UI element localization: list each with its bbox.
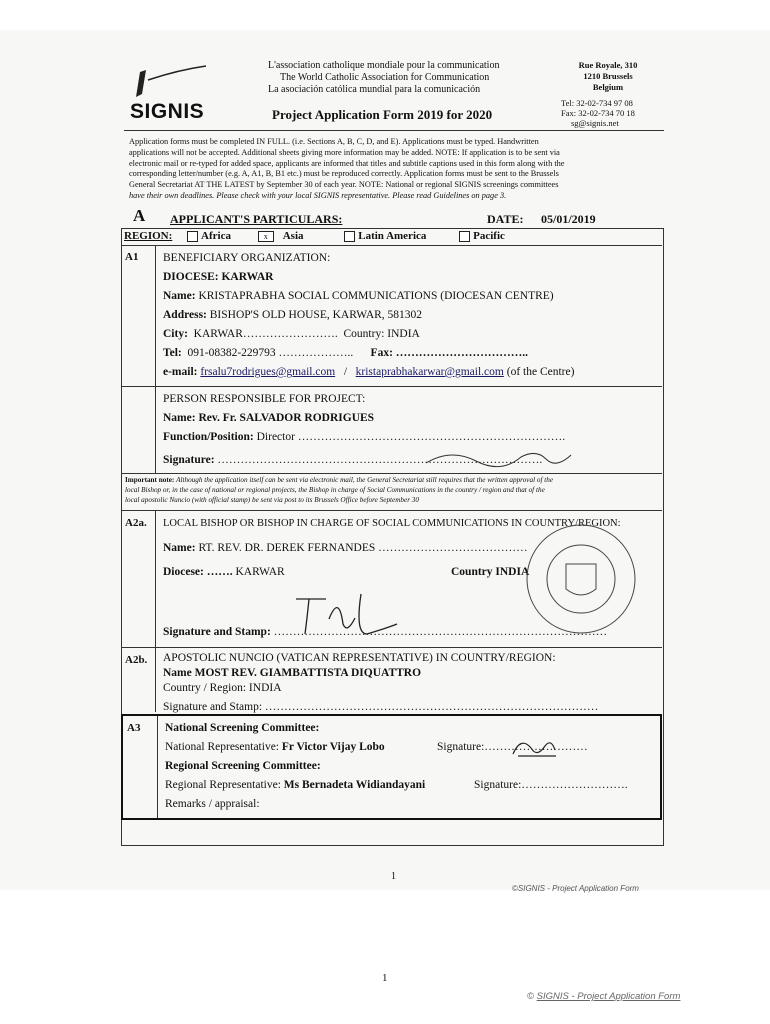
signature-line: ………………………………………………………………………….: [217, 454, 543, 466]
region-row: [124, 229, 654, 243]
email-link-1[interactable]: frsalu7rodrigues@gmail.com: [200, 366, 336, 378]
remarks-label: Remarks / appraisal:: [165, 798, 260, 810]
intro-line: applications will not be accepted. Additional sheets giving more information may be added. NOTE: If application is to be sent via: [129, 147, 560, 157]
signature-scribble-icon: [421, 443, 581, 473]
logo-text: SIGNIS: [130, 100, 205, 123]
section-a2b: [121, 647, 662, 712]
section-a3: [121, 714, 662, 820]
person-name: Rev. Fr. SALVADOR RODRIGUES: [198, 412, 375, 424]
intro-line: General Secretariat AT THE LATEST by September 30 of each year. NOTE: National or regional SIGNIS screenings committees: [129, 180, 559, 190]
address-block: [568, 60, 648, 93]
fax-value: ……………………………..: [395, 347, 529, 359]
a2a-heading: LOCAL BISHOP OR BISHOP IN CHARGE OF SOCIAL COMMUNICATIONS IN COUNTRY/REGION:: [163, 518, 621, 529]
address-line: Belgium: [592, 82, 624, 92]
national-signature-line: Signature:………………………: [437, 741, 588, 753]
intro-line: corresponding letter/number (e.g. A, A1, B, B1 etc.) must be reproduced correctly. Application forms must be sent to the Brussels: [129, 169, 559, 179]
field-label: Address:: [163, 309, 207, 321]
address-line: 1210 Brussels: [583, 71, 633, 81]
column-divider: [155, 511, 156, 647]
date-value: 05/01/2019: [541, 212, 596, 226]
a1-heading: BENEFICIARY ORGANIZATION:: [163, 252, 331, 264]
country-value: INDIA: [387, 328, 420, 340]
bishop-name: RT. REV. DR. DEREK FERNANDES …………………………………: [198, 542, 528, 554]
regional-rep: Ms Bernadeta Widiandayani: [283, 779, 426, 791]
section-a1: [121, 245, 662, 386]
header-divider: [124, 130, 664, 131]
diocese-value: KARWAR: [221, 271, 274, 283]
column-divider: [157, 716, 158, 818]
page-copyright: [527, 991, 680, 1002]
tel: Tel: 32-02-734 97 08: [561, 98, 633, 108]
field-label: e-mail:: [163, 366, 198, 378]
nuncio-name: MOST REV. GIAMBATTISTA DIQUATTRO: [194, 667, 422, 679]
column-divider: [155, 387, 156, 473]
separator: /: [343, 366, 348, 378]
signature-scribble-icon: [508, 732, 568, 762]
signis-logo-icon: [128, 62, 218, 102]
date-label: DATE:: [487, 212, 524, 226]
region-option-label: Pacific: [473, 230, 505, 242]
email-link-2[interactable]: kristaprabhakarwar@gmail.com: [355, 366, 504, 378]
field-label: City:: [163, 328, 188, 340]
region-asia[interactable]: [258, 230, 304, 242]
tel-value: 091-08382-229793 ………………..: [187, 347, 354, 359]
section-code: A2a.: [125, 517, 147, 529]
important-note: [121, 473, 662, 510]
field-label: Name: [163, 667, 192, 679]
scan-copyright: ©SIGNIS - Project Application Form: [512, 884, 639, 893]
region-option-label: Asia: [282, 230, 304, 242]
national-rep: Fr Victor Vijay Lobo: [281, 741, 385, 753]
field-label: Regional Representative:: [165, 779, 281, 791]
column-divider: [155, 246, 156, 386]
intro-line: have their own deadlines. Please check with your local SIGNIS representative. Please read Guidelines on page 3.: [129, 190, 507, 200]
a2b-heading: APOSTOLIC NUNCIO (VATICAN REPRESENTATIVE) IN COUNTRY/REGION:: [163, 652, 556, 664]
address-line: Rue Royale, 310: [578, 60, 638, 70]
checkbox-asia[interactable]: [258, 231, 274, 242]
field-label: DIOCESE:: [163, 271, 219, 283]
section-title: APPLICANT'S PARTICULARS:: [170, 212, 343, 226]
regional-heading: Regional Screening Committee:: [165, 760, 321, 772]
note-line: local apostolic Nuncio (with official stamp) be sent via post to its Brussels Office before September 30: [125, 496, 419, 504]
assoc-fr: L'association catholique mondiale pour la communication: [268, 60, 500, 71]
intro-line: electronic mail or re-typed for added space, applicants are informed that titles and subtitle captions used in this form along with the: [129, 158, 565, 168]
country-region: Country / Region: INDIA: [163, 682, 282, 694]
region-option-label: Africa: [201, 230, 231, 242]
column-divider: [155, 648, 156, 712]
copyright-text: SIGNIS - Project Application Form: [536, 991, 681, 1002]
section-code: A3: [127, 722, 141, 734]
region-africa[interactable]: [187, 230, 231, 242]
checkbox-latin-america[interactable]: [344, 231, 355, 242]
section-letter: A: [133, 206, 146, 225]
field-label: Tel:: [163, 347, 182, 359]
form-title: Project Application Form 2019 for 2020: [272, 107, 493, 122]
regional-signature-line: Signature:……………………….: [474, 779, 628, 791]
email: sg@signis.net: [571, 118, 619, 128]
address-value: BISHOP'S OLD HOUSE, KARWAR, 581302: [209, 309, 423, 321]
region-pacific[interactable]: [459, 230, 505, 242]
field-label: Name:: [163, 542, 196, 554]
intro-paragraph: [129, 137, 669, 202]
signis-logo: [128, 62, 228, 122]
field-label: National Representative:: [165, 741, 280, 753]
field-label: Diocese: …….: [163, 566, 233, 578]
field-label: Name:: [163, 290, 196, 302]
region-option-label: Latin America: [358, 230, 427, 242]
field-label: Function/Position:: [163, 431, 254, 443]
field-label: Signature:: [163, 454, 215, 466]
official-stamp-icon: [521, 519, 641, 639]
field-label: Signature and Stamp:: [163, 626, 271, 638]
signature-scribble-icon: [291, 589, 421, 639]
fax: Fax: 32-02-734 70 18: [561, 108, 635, 118]
checkbox-mark: x: [263, 231, 268, 241]
checkbox-pacific[interactable]: [459, 231, 470, 242]
diocese-value: KARWAR: [235, 566, 285, 578]
signature-line: ……………………………………………………………………………: [273, 626, 608, 638]
function-value: Director …………………………………………………………….: [256, 431, 566, 443]
city-value: KARWAR…………………….: [193, 328, 338, 340]
person-heading: PERSON RESPONSIBLE FOR PROJECT:: [163, 393, 366, 405]
field-label: Name:: [163, 412, 196, 424]
country-value: Country INDIA: [451, 566, 530, 578]
region-latin-america[interactable]: [344, 230, 426, 242]
section-a2a: [121, 510, 662, 647]
field-label: Fax:: [370, 347, 393, 359]
national-heading: National Screening Committee:: [165, 722, 320, 734]
a1-fields: [163, 249, 574, 382]
note-line: local Bishop or, in the case of national or regional projects, the Bishop in charge of Social Communications in the country / region and that of the: [125, 486, 545, 494]
field-label: Country:: [343, 328, 385, 340]
page-number: 1: [382, 972, 388, 984]
assoc-en: The World Catholic Association for Communication: [280, 72, 490, 83]
scan-page-number: 1: [391, 871, 396, 882]
contact-block: [561, 98, 635, 128]
checkbox-africa[interactable]: [187, 231, 198, 242]
section-code: A1: [125, 251, 139, 263]
email-suffix: (of the Centre): [506, 366, 575, 378]
copyright-symbol: ©: [527, 991, 534, 1002]
section-person: [121, 386, 662, 473]
signature-line: Signature and Stamp: ……………………………………………………………………………: [163, 701, 599, 713]
region-label: REGION:: [124, 230, 173, 242]
association-names: [268, 60, 528, 96]
note-label: Important note:: [125, 476, 175, 484]
org-name-value: KRISTAPRABHA SOCIAL COMMUNICATIONS (DIOCESAN CENTRE): [198, 290, 554, 302]
assoc-es: La asociación católica mundial para la comunicación: [268, 84, 481, 95]
note-line: Although the application itself can be sent via electronic mail, the General Secretariat still requires that the written approval of the: [176, 476, 554, 484]
section-code: A2b.: [125, 654, 148, 666]
intro-line: Application forms must be completed IN FULL. (i.e. Sections A, B, C, D, and E). Applications must be typed. Handwritten: [129, 137, 539, 146]
